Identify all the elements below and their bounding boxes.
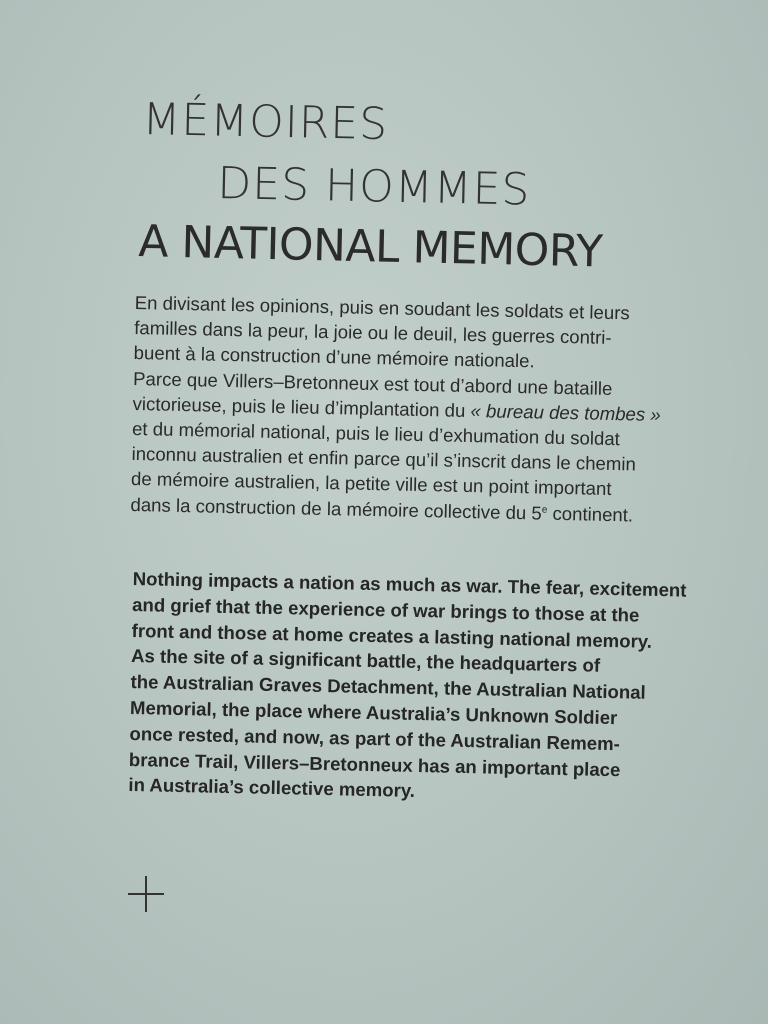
italic-quote: « bureau des tombes »: [470, 399, 661, 425]
text-line: once rested, and now, as part of the Australian Remem-: [129, 722, 621, 755]
text-line: buent à la construction d’une mémoire nationale.: [133, 342, 535, 372]
text-line: in Australia’s collective memory.: [128, 774, 416, 802]
text-segment: continent.: [547, 502, 634, 526]
text-segment: victorieuse, puis le lieu d’implantation du: [132, 392, 466, 421]
text-line: et du mémorial national, puis le lieu d’exhumation du soldat: [131, 417, 621, 450]
title-english: A NATIONAL MEMORY: [137, 216, 604, 278]
text-line: inconnu australien et enfin parce qu’il s’inscrit dans le chemin: [131, 443, 637, 475]
text-segment: dans la construction de la mémoire collective du 5: [130, 493, 542, 524]
text-line: En divisant les opinions, puis en soudant les soldats et leurs: [134, 291, 630, 324]
english-paragraph: [128, 566, 718, 810]
title-french-line-2: DES HOMMES: [216, 158, 531, 216]
text-line: de mémoire australien, la petite ville est un point important: [130, 468, 612, 500]
superscript: e: [541, 504, 548, 516]
title-french-line-1: MÉMOIRES: [141, 94, 389, 151]
text-line: and grief that the experience of war brings to those at the: [131, 593, 640, 626]
text-line: brance Trail, Villers–Bretonneux has an important place: [128, 748, 621, 780]
text-line: As the site of a significant battle, the headquarters of: [130, 645, 601, 677]
text-line: Parce que Villers–Bretonneux est tout d’abord une bataille: [132, 367, 613, 399]
plus-icon: [128, 876, 164, 912]
text-line: the Australian Graves Detachment, the Australian National: [130, 671, 646, 703]
text-line: Nothing impacts a nation as much as war. The fear, excitement: [132, 567, 687, 601]
text-line: Memorial, the place where Australia’s Unknown Soldier: [129, 696, 618, 729]
french-paragraph: [130, 290, 715, 529]
text-line: familles dans la peur, la joie ou le deuil, les guerres contri-: [133, 317, 612, 349]
text-line: front and those at home creates a lasting national memory.: [131, 619, 653, 652]
